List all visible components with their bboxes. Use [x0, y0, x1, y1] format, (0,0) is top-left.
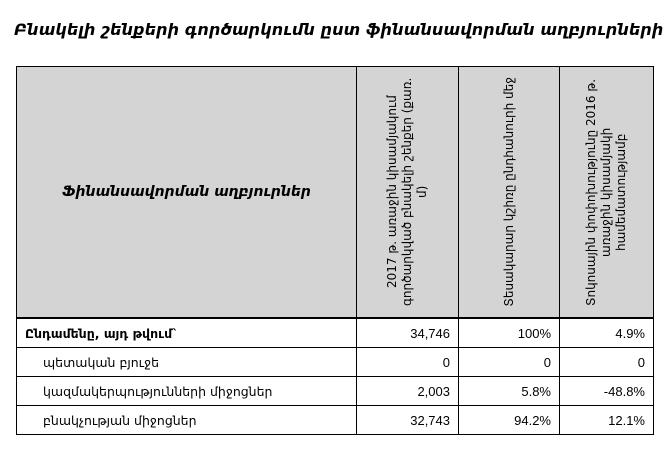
row-change: -48.8% [560, 377, 654, 406]
header-share-text: Տեսակարար կշիռը ընդհանուրի մեջ [501, 77, 516, 307]
row-label: պետական բյուջե [17, 348, 357, 377]
row-share: 100% [459, 318, 560, 348]
row-share: 94.2% [459, 406, 560, 435]
table-header-row [17, 67, 654, 319]
header-share [459, 67, 560, 319]
row-label: կազմակերպությունների միջոցներ [17, 377, 357, 406]
row-share: 0 [459, 348, 560, 377]
header-change-2016 [560, 67, 654, 319]
row-value: 32,743 [357, 406, 459, 435]
row-value: 0 [357, 348, 459, 377]
row-value: 2,003 [357, 377, 459, 406]
row-change: 0 [560, 348, 654, 377]
table-row-state-budget [17, 348, 654, 377]
row-change: 12.1% [560, 406, 654, 435]
header-financing-sources: Ֆինանսավորման աղբյուրներ [17, 67, 357, 319]
table-row-organizations [17, 377, 654, 406]
header-change-2016-text: Տոկոսային փոփոխությունը 2016 թ. առաջին կիսամյակի համեմատությամբ [584, 78, 628, 306]
header-commissioned-2017 [357, 67, 459, 319]
table-row-population [17, 406, 654, 435]
row-label: բնակչության միջոցներ [17, 406, 357, 435]
financing-sources-table [16, 66, 654, 435]
row-label: Ընդամենը, այդ թվում` [17, 318, 357, 348]
row-change: 4.9% [560, 318, 654, 348]
table-row-total [17, 318, 654, 348]
row-share: 5.8% [459, 377, 560, 406]
document-title: Բնակելի շենքերի գործարկումն ըստ ֆինանսավորման աղբյուրների [14, 20, 664, 39]
row-value: 34,746 [357, 318, 459, 348]
header-commissioned-2017-text: 2017 թ. առաջին կիսամյակում գործարկված բնակելի շենքեր (քառ. մ) [385, 77, 429, 307]
